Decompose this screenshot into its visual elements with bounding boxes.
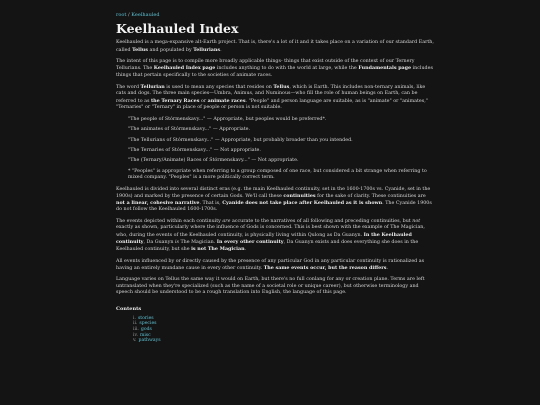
contents-item-species[interactable]: ii. species [133, 321, 157, 327]
contents-list [133, 316, 436, 345]
influence-paragraph: All events influenced by or directly caused by the presence of any particular God in any particular continuity is rationalized as having an entirely mundane cause in every other continuity. The same events occur, but the reason differs. [116, 258, 425, 271]
intro-paragraph: Keelhauled is a mega-expansive alt-Earth project. That is, there's a lot of it and it takes place on a variation of our standard Earth, called Tellus and populated by Tellurians. [116, 40, 434, 53]
breadcrumb [116, 12, 436, 18]
language-paragraph: Language varies on Tellus the same way it would on Earth, but there's no full conlang for any or creation plane. Terms are left untranslated when they're specialized (such as the name of a societal role or unique career), but otherwise terminology and speech should be understood to be a rough translation into English, the language of this page. [116, 277, 425, 295]
usage-examples [128, 117, 436, 182]
usage-example: "The Ternaries of Stórmenskavy..." — Not appropriate. [128, 147, 261, 153]
usage-example: "The (Ternary/Animate) Races of Stórmenskavy..." — Not appropriate. [128, 158, 299, 164]
usage-example: "The animates of Stórmenskavy..." — Appropriate. [128, 127, 251, 133]
contents-item-pathways[interactable]: v. pathways [133, 338, 161, 344]
usage-footnote: * "Peoples" is appropriate when referring to a group composed of one race, but considered a bit strange when referring to mixed company. "Peoples" is a more politically correct term. [128, 168, 427, 181]
contents-heading: Contents [116, 306, 142, 313]
main-content [116, 12, 436, 344]
breadcrumb-separator: / [128, 12, 130, 18]
page-title: Keelhauled Index [116, 21, 239, 37]
events-paragraph: The events depicted within each continuity are accurate to the narratives of all following and preceding continuities, but not exactly as shown, particularly where the influence of Gods is concerned. This is best shown with the example of The Magician, who, during the events of the Keelhauled continuity, is physically living within Qulong as Da Guanyn. In the Keelhauled continuity, Da Guanyn is The Magician. In every other continuity, Da Guanyn exists and does everything she does in the Keelhauled continuity, but she is not The Magician. [116, 218, 425, 253]
breadcrumb-root-link[interactable]: root [116, 12, 127, 18]
intent-paragraph: The intent of this page is to compile more broadly applicable things- things that exist outside of the context of our Ternery Tellurians. The Keelhauled Index page includes anything to do with the world at large, while the Fundamentals page includes things that pertain specifically to the societies of animate races. [116, 59, 433, 78]
usage-example: "The Tellurians of Stórmenskavy..." — Appropriate, but probably broader than you intended. [128, 137, 353, 143]
contents-item-stories[interactable]: i. stories [133, 315, 154, 321]
contents-item-misc[interactable]: iv. misc [133, 332, 151, 338]
eras-paragraph: Keelhauled is divided into several distinct eras (e.g. the main Keelhauled continuity, set in the 1600-1700s vs. Cyanide, set in the 1900s) and marked by the presence of certain Gods. We'll call these continuities for the sake of clarity. These continuities are not a linear, cohesive narrative. That is, Cyanide does not take place after Keelhauled as it is shown. The Cyanide 1900s do not follow the Keelhauled 1600-1700s. [116, 186, 432, 213]
contents-item-gods[interactable]: iii. gods [133, 326, 152, 332]
tellurian-paragraph: The word Tellurian is used to mean any species that resides on Tellus, which is Earth. This includes non-ternary animals, like cats and dogs. The three main species—Umbra, Animus, and Numinous—who fill the role of human beings on Earth, can be referred to as the Ternary Races or animate races. "People" and person language are suitable, as is "animate" or "animates," "Ternaries" or "Ternary" in place of people or person is not suitable. [116, 84, 428, 111]
usage-example: "The people of Stórmenskavy..." — Appropriate, but peoples would be preferred*. [128, 116, 327, 122]
breadcrumb-current-link[interactable]: Keelhauled [131, 12, 160, 18]
